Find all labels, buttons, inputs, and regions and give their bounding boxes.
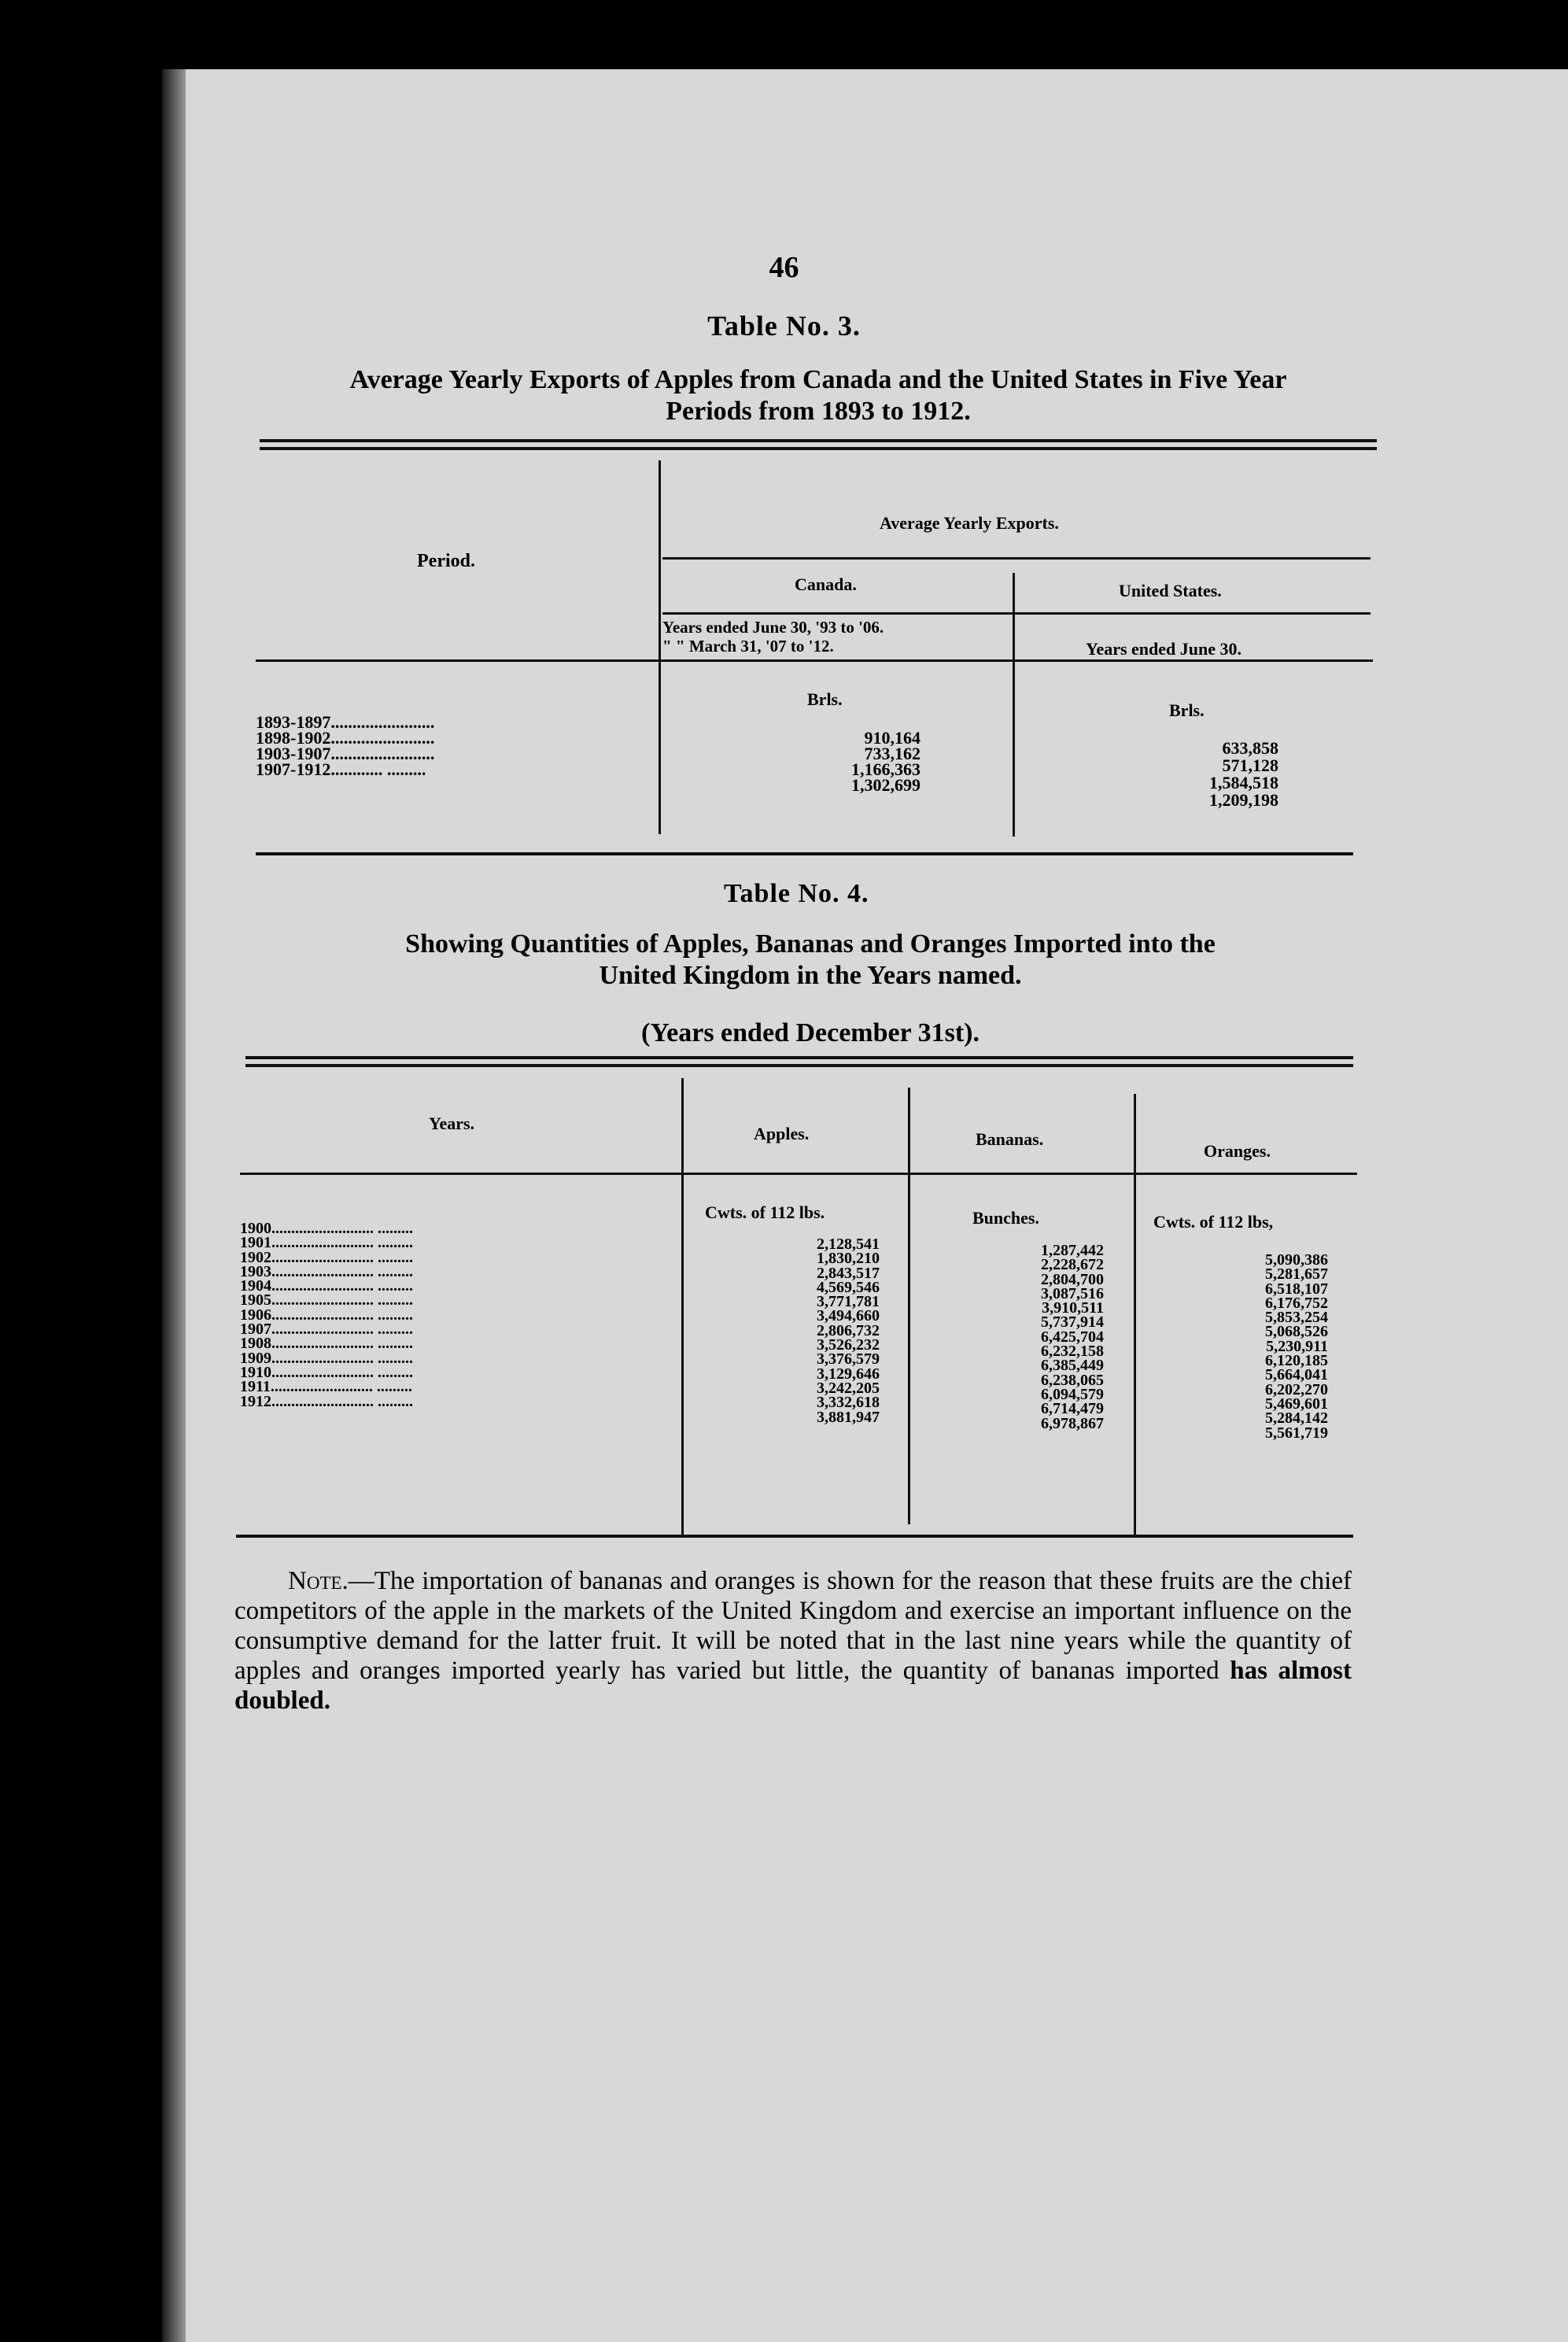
footnote-paragraph: [234, 1566, 1352, 1716]
table3-head-avg: Average Yearly Exports.: [880, 513, 1059, 533]
table4-bananas-value: 6,094,579: [1041, 1385, 1104, 1403]
table4-subtitle: (Years ended December 31st).: [641, 1018, 980, 1047]
table4-oranges-value: 5,068,526: [1265, 1323, 1328, 1341]
table3-title-line1: Average Yearly Exports of Apples from Canada and the United States in Five Year: [349, 365, 1287, 394]
table4-rule-head: [240, 1173, 1357, 1175]
table4-oranges-value: 5,284,142: [1265, 1409, 1328, 1428]
table4-divider-bananas-oranges: [1134, 1094, 1136, 1535]
table4-bananas-value: 3,087,516: [1041, 1284, 1104, 1302]
table3-us-value: 633,858: [1222, 738, 1278, 758]
table4-apples-value: 1,830,210: [817, 1250, 880, 1268]
table4-apples-value: 4,569,546: [817, 1278, 880, 1296]
page-spine-shadow: [162, 69, 186, 2342]
table3-canada-col: [826, 730, 921, 793]
table3-canada-sub1: Years ended June 30, '93 to '06.: [662, 618, 884, 637]
table4-apples-value: 3,332,618: [817, 1394, 880, 1412]
table4-caption: Table No. 4.: [724, 879, 869, 908]
table4-unit-oranges: Cwts. of 112 lbs,: [1153, 1212, 1274, 1232]
table4-year-row: 1903.......................... .........: [240, 1262, 413, 1280]
table4-apples-value: 2,128,541: [817, 1236, 880, 1253]
table3-caption: Table No. 3.: [707, 310, 861, 342]
table4-year-row: 1907.......................... .........: [240, 1321, 413, 1339]
table4-divider-apples-bananas: [908, 1088, 910, 1524]
table4-bottom-rule: [236, 1535, 1353, 1538]
table4-year-row: 1906.......................... .........: [240, 1306, 413, 1324]
table4-year-row: 1902.......................... .........: [240, 1248, 413, 1266]
table3-period-col: [256, 712, 435, 779]
table4-top-rule: [245, 1056, 1353, 1067]
table3-period-row: 1907-1912............ .........: [256, 759, 426, 779]
table4-oranges-value: 5,469,601: [1265, 1394, 1328, 1413]
table4-apples-value: 3,242,205: [817, 1379, 880, 1397]
table4-year-row: 1909.......................... .........: [240, 1349, 413, 1367]
table3-period-row: 1898-1902........................: [256, 728, 435, 748]
table4-year-row: 1912.......................... .........: [240, 1392, 413, 1410]
table4-oranges-col: [1227, 1253, 1328, 1440]
table4-oranges-value: 5,281,657: [1265, 1265, 1328, 1284]
table4-head-bananas: Bananas.: [976, 1129, 1044, 1149]
table4-apples-value: 2,806,732: [817, 1321, 880, 1339]
footnote-text: —The importation of bananas and oranges is shown for the reason that these fruits are the chief competitors of the apple in the markets of the United Kingdom and exercise an important influence on the consumptive demand for the latter fruit. It will be noted that in the last nine years while the quantity of apples and oranges imported yearly has varied but little, the quantity of bananas imported: [234, 1567, 1352, 1685]
table3-us-sub: Years ended June 30.: [1086, 639, 1242, 659]
table4-bananas-col: [1003, 1243, 1104, 1431]
table4-apples-value: 3,129,646: [817, 1365, 880, 1383]
table4-apples-col: [779, 1237, 880, 1424]
table4-head-apples: Apples.: [754, 1124, 810, 1143]
table4-year-row: 1900.......................... .........: [240, 1220, 413, 1237]
table3-divider-period: [659, 460, 661, 834]
table3-unit-us: Brls.: [1169, 700, 1205, 720]
table4-divider-years-apples: [681, 1078, 684, 1535]
table4-oranges-value: 5,090,386: [1265, 1251, 1328, 1269]
table4-bananas-value: 3,910,511: [1042, 1299, 1104, 1317]
table4-year-row: 1904.......................... .........: [240, 1277, 413, 1295]
table3-canada-value: 910,164: [864, 728, 921, 748]
table4-head-oranges: Oranges.: [1204, 1141, 1271, 1161]
table4-apples-value: 3,526,232: [817, 1336, 880, 1354]
table3-bottom-rule: [256, 852, 1353, 855]
table4-apples-value: 2,843,517: [817, 1264, 880, 1282]
table3-title-line2: Periods from 1893 to 1912.: [666, 397, 971, 426]
table3-title: [260, 364, 1377, 427]
table4-bananas-value: 6,425,704: [1041, 1328, 1104, 1346]
table3-canada-value: 1,166,363: [851, 759, 921, 779]
table3-canada-sub: [662, 618, 884, 656]
table4-apples-value: 3,881,947: [817, 1408, 880, 1426]
table4-bananas-value: 2,228,672: [1041, 1256, 1104, 1274]
table4-oranges-value: 5,664,041: [1265, 1366, 1328, 1384]
page-number: 46: [769, 251, 799, 284]
table4-oranges-value: 6,518,107: [1265, 1280, 1328, 1298]
table3-head-us: United States.: [1119, 581, 1222, 600]
table4-years-col: [240, 1221, 413, 1409]
table4-oranges-value: 5,853,254: [1265, 1309, 1328, 1327]
table3-rule-head: [256, 659, 1373, 662]
table4-oranges-value: 6,202,270: [1265, 1380, 1328, 1398]
table3-period-row: 1903-1907........................: [256, 744, 435, 763]
table4-oranges-value: 5,230,911: [1266, 1337, 1328, 1355]
table4-year-row: 1905.......................... .........: [240, 1291, 413, 1310]
table4-bananas-value: 1,287,442: [1041, 1242, 1104, 1259]
table4-bananas-value: 6,978,867: [1041, 1414, 1104, 1432]
table3-rule-avg: [662, 557, 1371, 560]
table4-apples-value: 3,771,781: [817, 1293, 880, 1311]
table4-year-row: 1908.......................... .........: [240, 1335, 413, 1353]
table4-bananas-value: 6,238,065: [1041, 1371, 1104, 1389]
table4-year-row: 1911.......................... .........: [240, 1378, 412, 1396]
table4-year-row: 1910.......................... .........: [240, 1363, 413, 1381]
table4-bananas-value: 6,714,479: [1041, 1400, 1104, 1418]
table4-title-line2: United Kingdom in the Years named.: [599, 961, 1022, 990]
table4-head-years: Years.: [429, 1114, 475, 1133]
table4-bananas-value: 6,385,449: [1041, 1357, 1104, 1375]
table4-oranges-value: 5,561,719: [1265, 1424, 1328, 1442]
table4-oranges-value: 6,176,752: [1265, 1294, 1328, 1312]
table3-us-value: 1,584,518: [1209, 773, 1278, 792]
table3-us-col: [1180, 740, 1278, 809]
footnote-lead: Note.: [288, 1567, 349, 1595]
table3-rule-country: [662, 612, 1371, 615]
table3-canada-sub2: " " March 31, '07 to '12.: [662, 637, 834, 656]
table3-head-period: Period.: [417, 551, 475, 571]
table3-canada-value: 1,302,699: [851, 775, 921, 795]
table3-head-canada: Canada.: [795, 574, 857, 594]
table4-unit-bananas: Bunches.: [972, 1208, 1039, 1228]
table3-top-rule: [260, 439, 1377, 450]
table4-unit-apples: Cwts. of 112 lbs.: [705, 1202, 825, 1222]
table3-period-row: 1893-1897........................: [256, 712, 435, 732]
footnote-bold-tail: has almost doubled.: [234, 1657, 1352, 1715]
table4-title-line1: Showing Quantities of Apples, Bananas and Oranges Imported into the: [405, 929, 1216, 959]
table4-year-row: 1901.......................... .........: [240, 1234, 413, 1252]
table3-us-value: 571,128: [1222, 755, 1278, 775]
table4-bananas-value: 5,737,914: [1041, 1313, 1104, 1332]
table4-bananas-value: 2,804,700: [1041, 1270, 1104, 1288]
table4-apples-value: 3,376,579: [817, 1350, 880, 1369]
table3-us-value: 1,209,198: [1209, 790, 1278, 810]
table3-canada-value: 733,162: [864, 744, 921, 763]
table4-bananas-value: 6,232,158: [1041, 1343, 1104, 1361]
table4-oranges-value: 6,120,185: [1265, 1352, 1328, 1370]
table4-apples-value: 3,494,660: [817, 1307, 880, 1325]
table3-unit-canada: Brls.: [807, 689, 843, 709]
table4-title: [299, 929, 1322, 992]
